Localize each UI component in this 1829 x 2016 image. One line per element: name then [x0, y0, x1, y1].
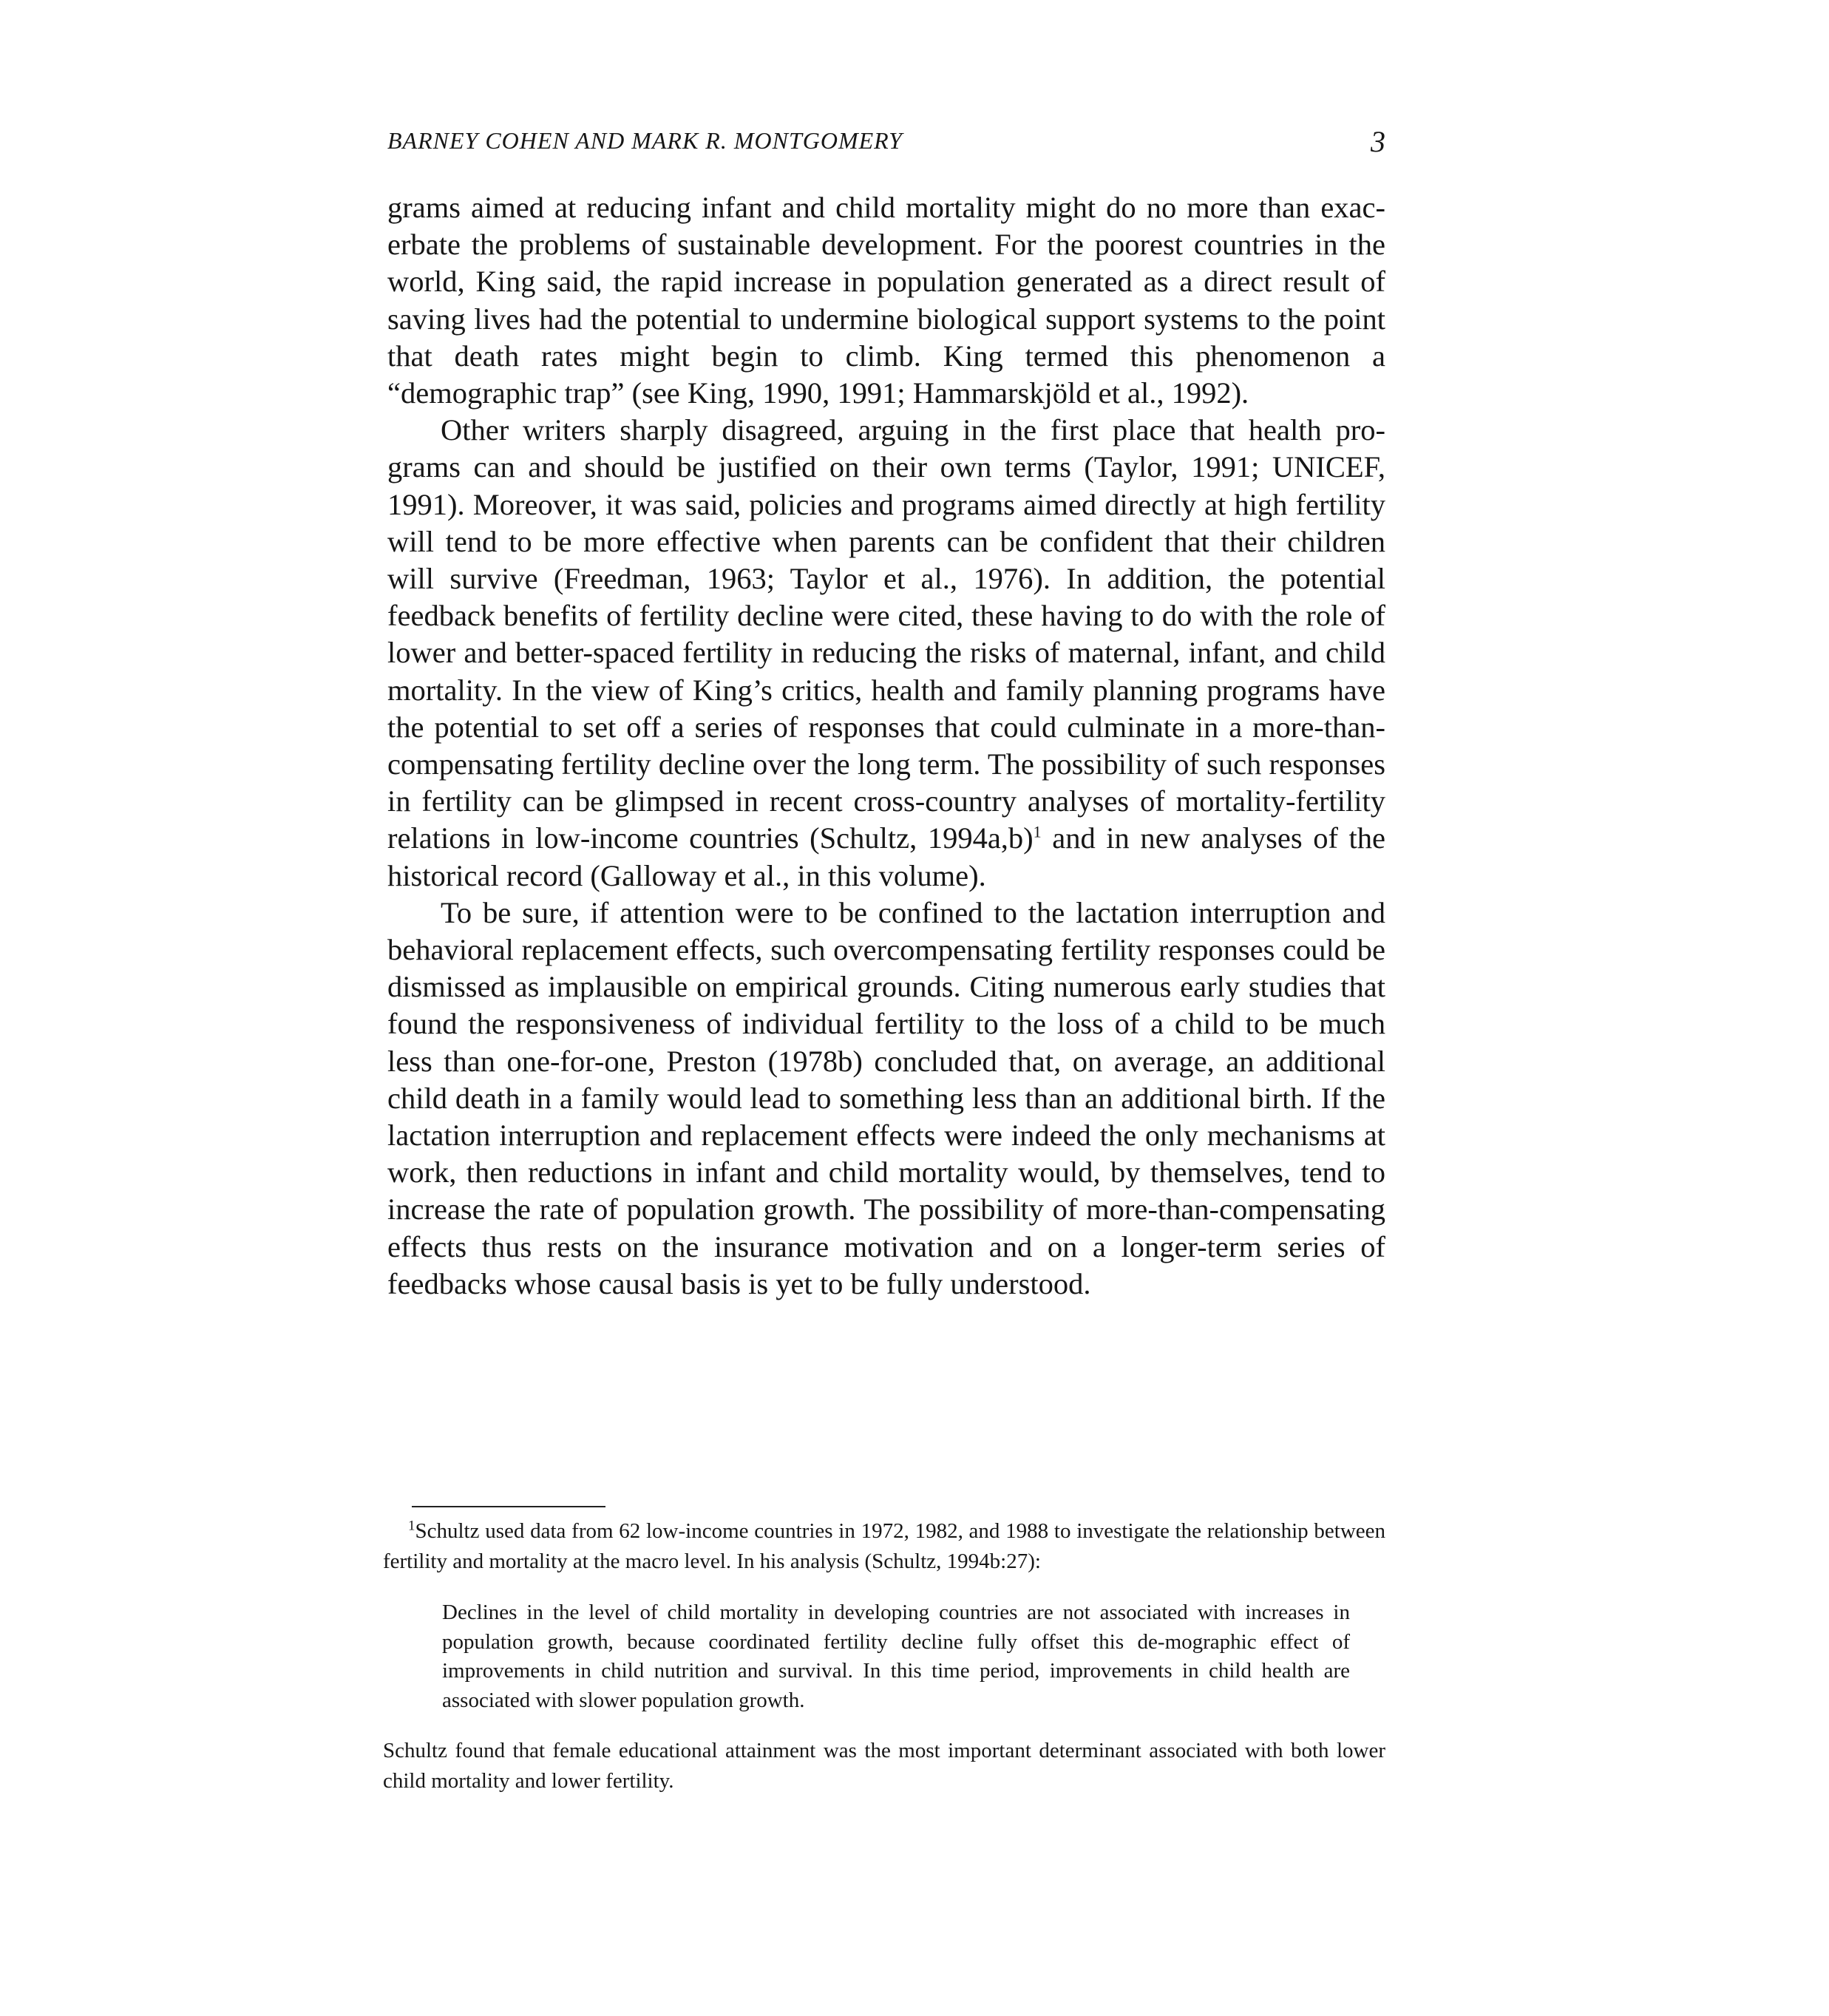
running-head-authors: BARNEY COHEN AND MARK R. MONTGOMERY [387, 127, 903, 154]
paragraph-critics-text: Other writers sharply disagreed, arguing in the first place that health pro-grams can and should be justified on their own terms (Taylor, 1991; UNICEF, 1991). Moreover, it was said, policies and programs aimed directly at high fertility will tend to be more effective when parents can be confident that their children will survive (Freedman, 1963; Taylor et al., 1976). In addition, the potential feedback benefits of fertility decline were cited, these having to do with the role of lower and better-spaced fertility in reducing the risks of maternal, infant, and child mortality. In the view of King’s critics, health and family planning programs have the potential to set off a series of responses that could culminate in a more-than-compensating fertility decline over the long term. The possibility of such responses in fertility can be glimpsed in recent cross-country analyses of mortality-fertility relations in low-income countries (Schultz, 1994a,b) [387, 413, 1385, 855]
footnote-quote: Declines in the level of child mortality in developing countries are not associated with increases in population growth, because coordinated fertility decline fully offset this de-mographic effect of improvements in child nutrition and survival. In this time period, improvements in child health are associated with slower population growth. [442, 1601, 1350, 1712]
footnote-reference[interactable]: 1 [1033, 822, 1042, 841]
footnote-closing: Schultz found that female educational attainment was the most important determinant associated with both lower child mortality and lower fertility. [383, 1739, 1385, 1793]
footnote-lead [383, 1516, 1385, 1576]
footnote-lead-text: Schultz used data from 62 low-income countries in 1972, 1982, and 1988 to investigate the relationship between fertility and mortality at the macro level. In his analysis (Schultz, 1994b:27): [383, 1519, 1385, 1573]
paragraph-critics [387, 412, 1385, 895]
footnote-marker: 1 [408, 1518, 415, 1534]
body-text [387, 189, 1385, 1303]
paragraph-continuation: grams aimed at reducing infant and child mortality might do no more than exac-erbate the problems of sustainable development. For the poorest countries in the world, King said, the rapid increase in population generated as a direct result of saving lives had the potential to undermine biological support systems to the point that death rates might begin to climb. King termed this phenomenon a “demographic trap” (see King, 1990, 1991; Hammarskjöld et al., 1992). [387, 191, 1385, 410]
running-head [387, 127, 1385, 169]
page-number: 3 [1371, 125, 1385, 158]
paragraph-overcompensation: To be sure, if attention were to be confined to the lactation interruption and behavioral replacement effects, such overcompensating fertility responses could be dismissed as implausible on empirical grounds. Citing numerous early studies that found the responsiveness of individual fertility to the loss of a child to be much less than one-for-one, Preston (1978b) concluded that, on average, an additional child death in a family would lead to something less than an additional birth. If the lactation interruption and replacement effects were indeed the only mechanisms at work, then reductions in infant and child mortality would, by themselves, tend to increase the rate of population growth. The possibility of more-than-compensating effects thus rests on the insurance motivation and on a longer-term series of feedbacks whose causal basis is yet to be fully understood. [387, 895, 1385, 1300]
footnote-divider [412, 1506, 605, 1507]
footnotes [383, 1516, 1385, 1796]
paragraph-critics-text-continued: and in new analyses of the historical record (Galloway et al., in this volume). [387, 821, 1385, 892]
